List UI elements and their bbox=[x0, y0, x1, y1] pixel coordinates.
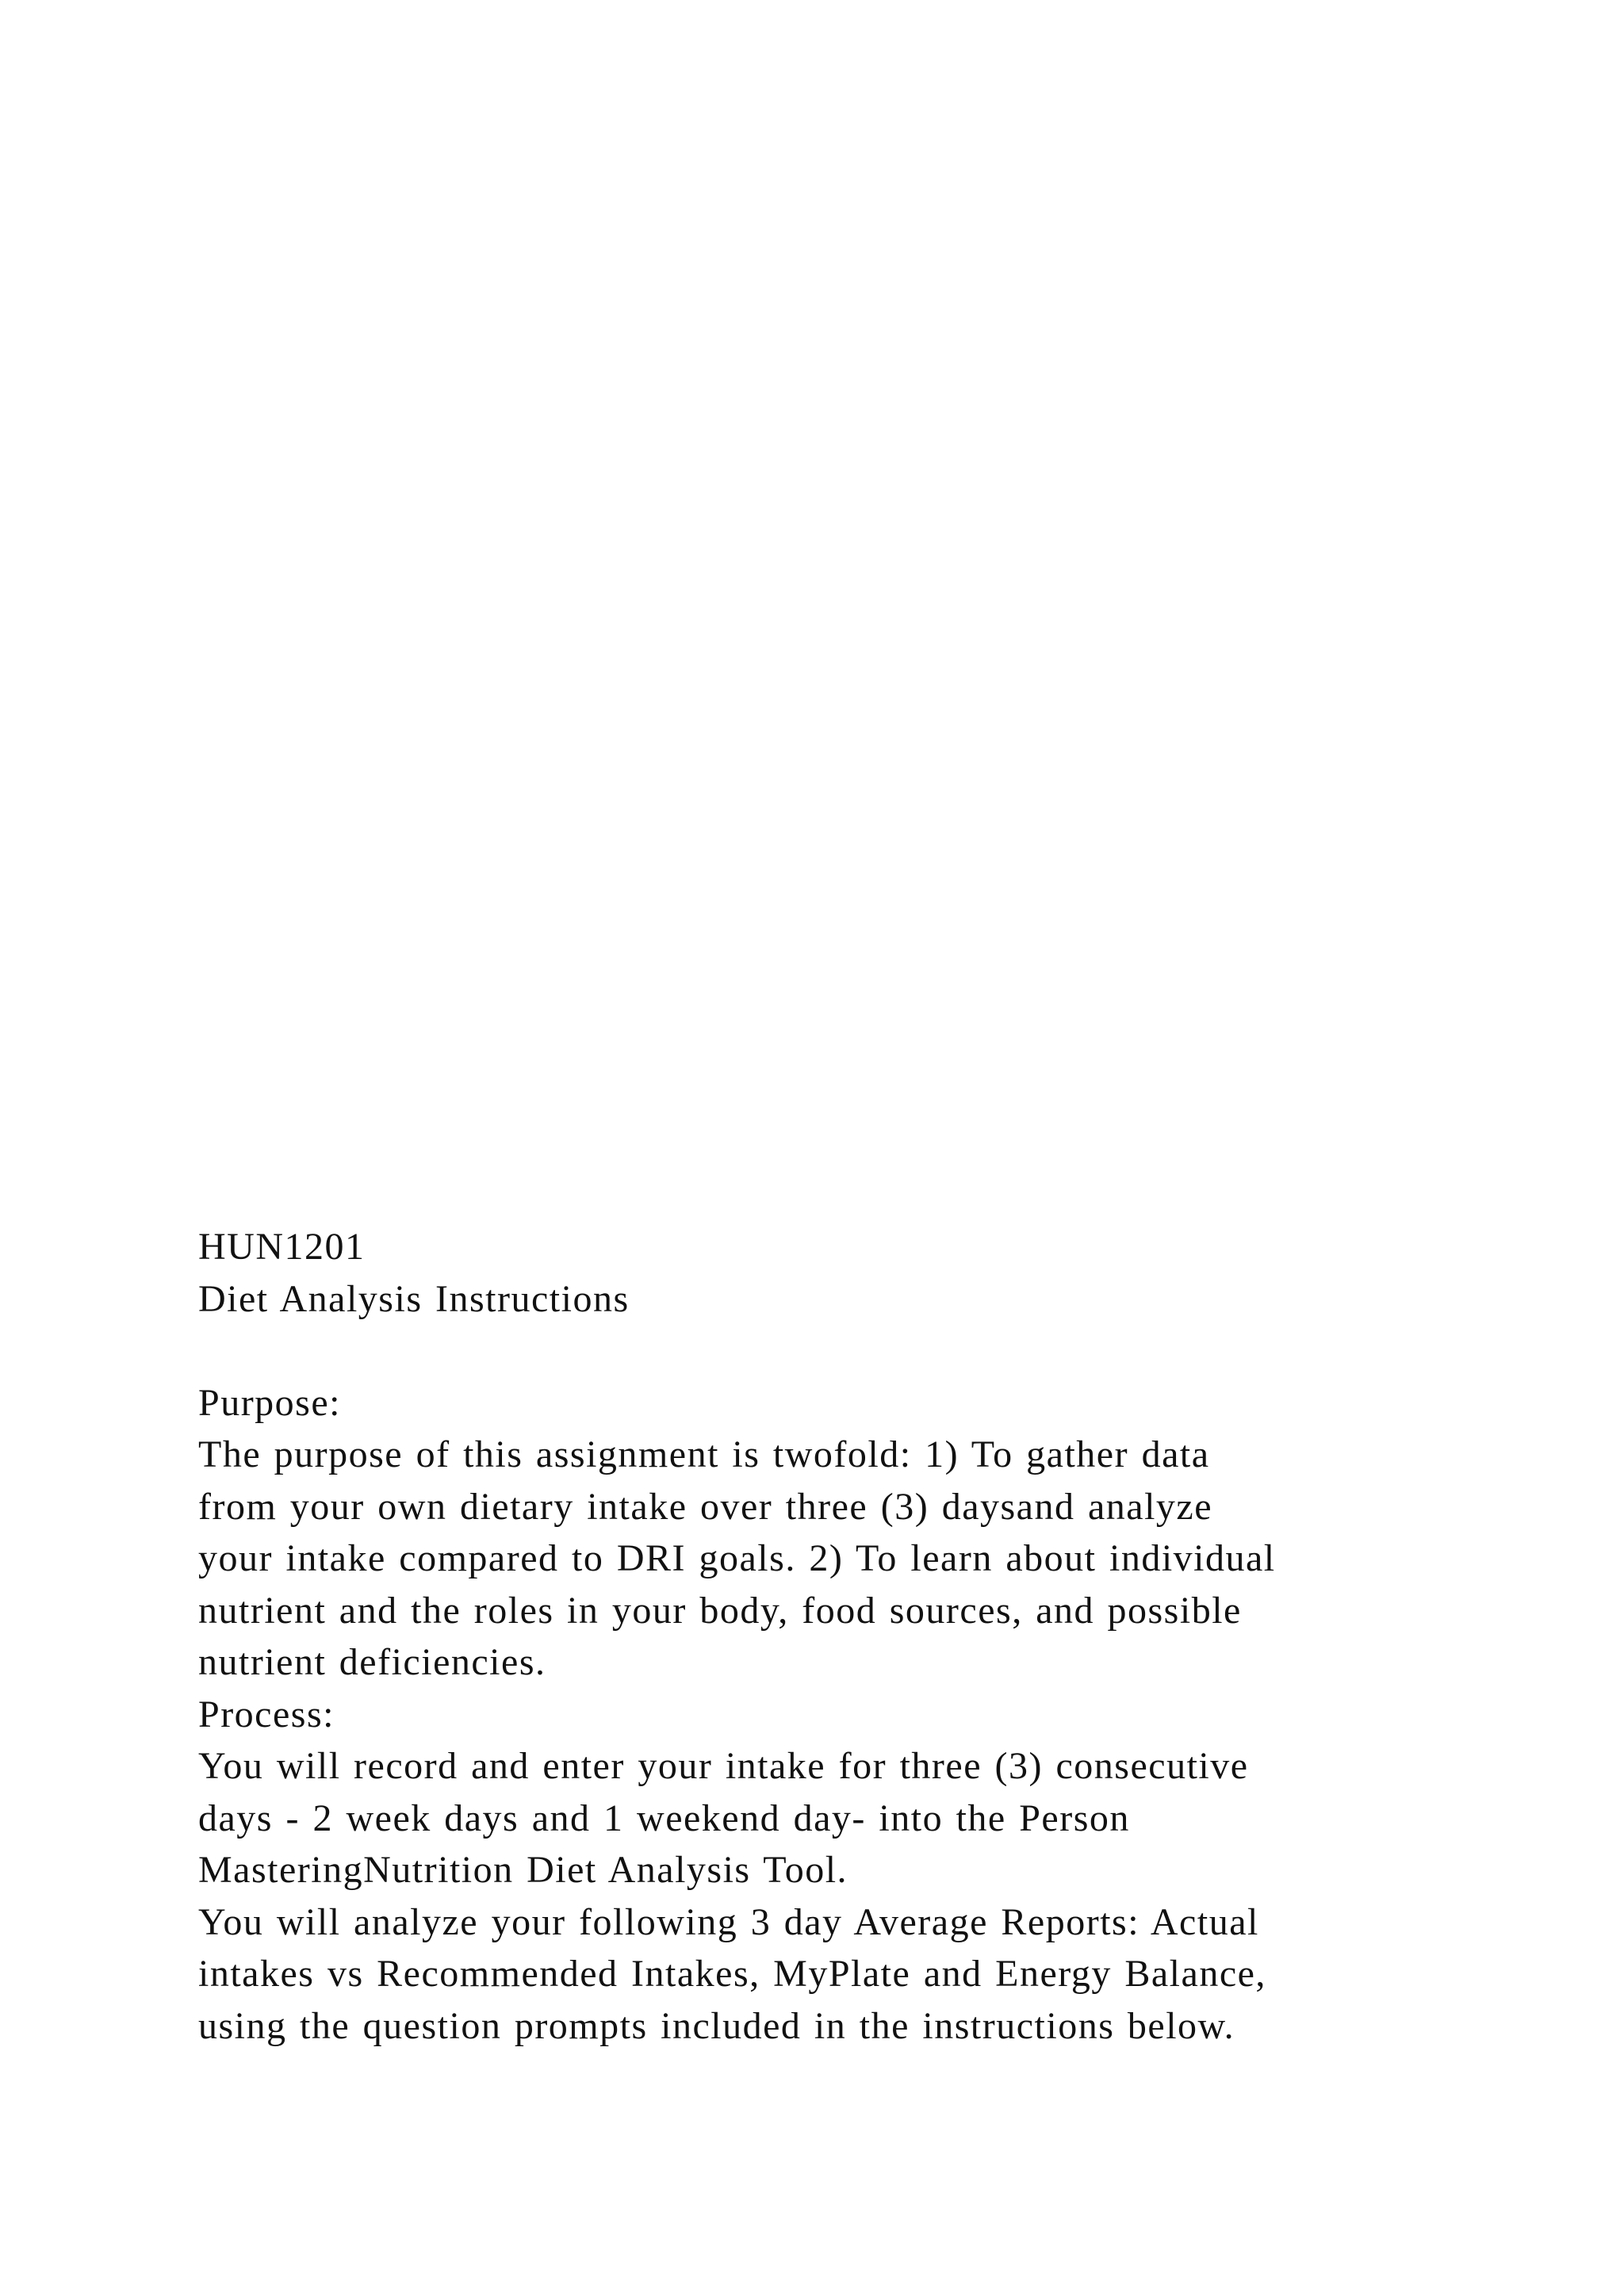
process-line-1: You will record and enter your intake for three (3) consecutive bbox=[198, 1745, 1249, 1787]
process-line-2: days - 2 week days and 1 weekend day- into the Person bbox=[198, 1797, 1130, 1839]
process-heading: Process: bbox=[198, 1693, 335, 1735]
process-line-6: using the question prompts included in the instructions below. bbox=[198, 2004, 1235, 2047]
course-code: HUN1201 bbox=[198, 1226, 366, 1268]
process-line-4: You will analyze your following 3 day Average Reports: Actual bbox=[198, 1900, 1259, 1943]
purpose-line-2: from your own dietary intake over three (3) daysand analyze bbox=[198, 1485, 1213, 1528]
process-line-5: intakes vs Recommended Intakes, MyPlate and Energy Balance, bbox=[198, 1953, 1266, 1995]
purpose-line-1: The purpose of this assignment is twofold: 1) To gather data bbox=[198, 1433, 1210, 1475]
purpose-line-3: your intake compared to DRI goals. 2) To learn about individual bbox=[198, 1537, 1276, 1579]
blank-line bbox=[198, 1325, 1499, 1377]
purpose-line-5: nutrient deficiencies. bbox=[198, 1641, 546, 1683]
document-body bbox=[198, 1221, 1499, 2052]
purpose-line-4: nutrient and the roles in your body, food sources, and possible bbox=[198, 1589, 1242, 1632]
process-line-3: MasteringNutrition Diet Analysis Tool. bbox=[198, 1849, 848, 1891]
document-title: Diet Analysis Instructions bbox=[198, 1277, 630, 1320]
purpose-heading: Purpose: bbox=[198, 1381, 341, 1424]
